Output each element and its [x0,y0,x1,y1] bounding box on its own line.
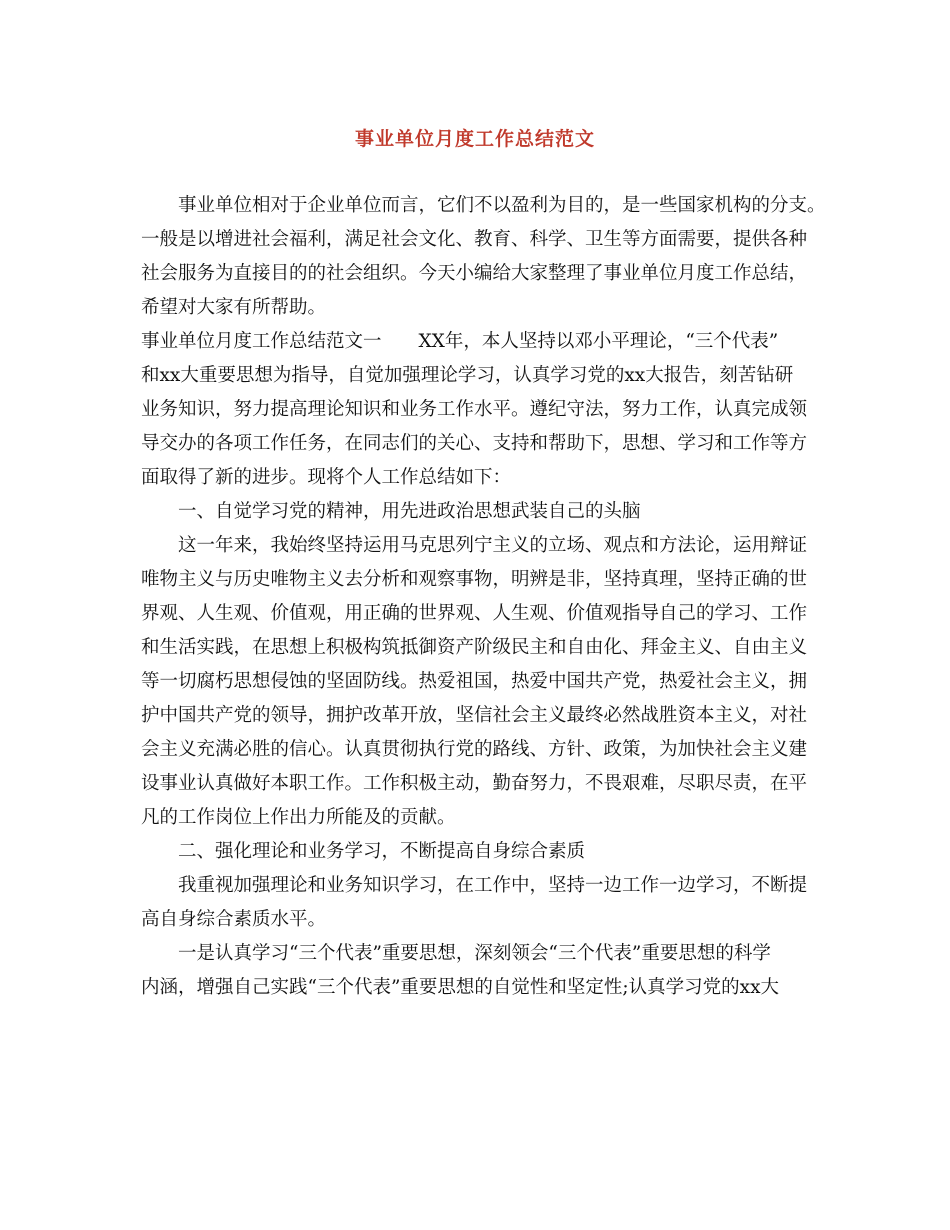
text-line: 社会服务为直接目的的社会组织。今天小编给大家整理了事业单位月度工作总结， [141,263,808,284]
text-line: 凡的工作岗位上作出力所能及的贡献。 [141,807,456,828]
text-line: 我重视加强理论和业务知识学习，在工作中，坚持一边工作一边学习，不断提 [178,875,808,896]
text-line: 内涵，增强自己实践“三个代表”重要思想的自觉性和坚定性;认真学习党的xx大 [141,977,780,998]
text-line: 设事业认真做好本职工作。工作积极主动，勤奋努力，不畏艰难，尽职尽责，在平 [141,773,808,794]
text-line: 事业单位相对于企业单位而言，它们不以盈利为目的，是一些国家机构的分支。 [178,195,826,216]
text-line: 这一年来，我始终坚持运用马克思列宁主义的立场、观点和方法论，运用辩证 [178,535,808,556]
text-line: 希望对大家有所帮助。 [141,297,327,318]
text-line: 面取得了新的进步。现将个人工作总结如下： [141,467,512,488]
text-line: 一般是以增进社会福利，满足社会文化、教育、科学、卫生等方面需要，提供各种 [141,229,808,250]
text-line: 和生活实践，在思想上积极构筑抵御资产阶级民主和自由化、拜金主义、自由主义 [141,637,808,658]
text-line: 导交办的各项工作任务，在同志们的关心、支持和帮助下，思想、学习和工作等方 [141,433,808,454]
text-line: 高自身综合素质水平。 [141,909,327,930]
text-line: 会主义充满必胜的信心。认真贯彻执行党的路线、方针、政策，为加快社会主义建 [141,739,808,760]
text-line: 唯物主义与历史唯物主义去分析和观察事物，明辨是非，坚持真理，坚持正确的世 [141,569,808,590]
section-heading: 一、自觉学习党的精神，用先进政治思想武装自己的头脑 [178,501,641,522]
text-line: 和xx大重要思想为指导，自觉加强理论学习，认真学习党的xx大报告，刻苦钻研 [141,365,794,386]
text-line: 界观、人生观、价值观，用正确的世界观、人生观、价值观指导自己的学习、工作 [141,603,808,624]
document-title: 事业单位月度工作总结范文 [354,128,595,150]
section-heading: 二、强化理论和业务学习，不断提高自身综合素质 [178,841,586,862]
text-line: 等一切腐朽思想侵蚀的坚固防线。热爱祖国，热爱中国共产党，热爱社会主义，拥 [141,671,808,692]
text-line: 护中国共产党的领导，拥护改革开放，坚信社会主义最终必然战胜资本主义，对社 [141,705,808,726]
document-body [141,189,826,1005]
text-line: 一是认真学习“三个代表”重要思想，深刻领会“三个代表”重要思想的科学 [178,943,771,964]
text-line: 业务知识，努力提高理论知识和业务工作水平。遵纪守法，努力工作，认真完成领 [141,399,808,420]
text-line: 事业单位月度工作总结范文一 XX年，本人坚持以邓小平理论，“三个代表” [141,331,779,352]
